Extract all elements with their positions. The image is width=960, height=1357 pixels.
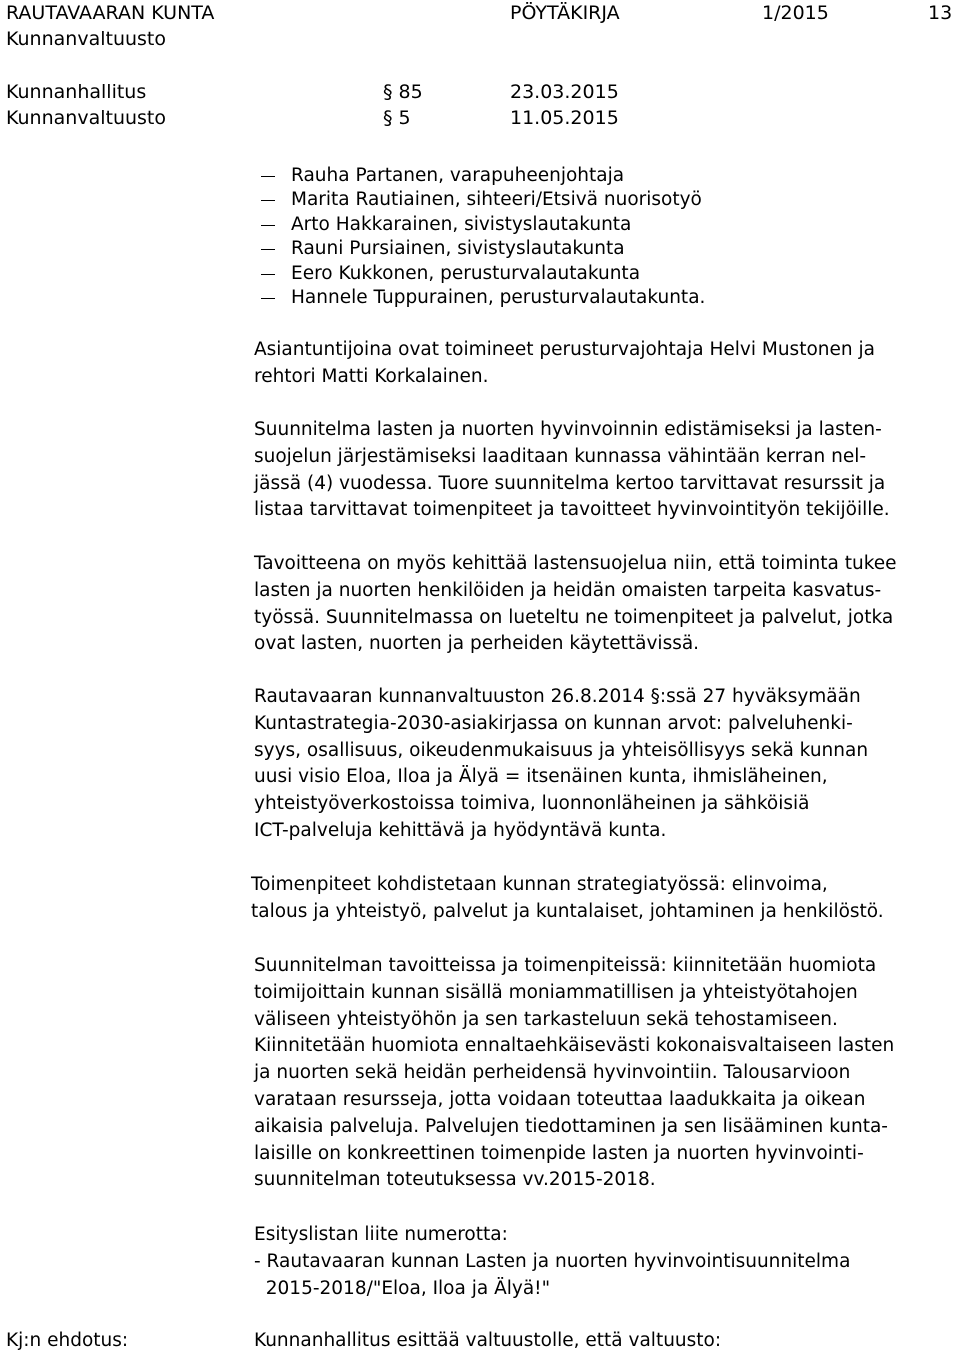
paragraph-attachment <box>254 1222 954 1302</box>
proposal-text: Kunnanhallitus esittää valtuustolle, että valtuusto: <box>254 1330 722 1351</box>
dash-bullet <box>261 225 275 226</box>
list-item <box>257 262 705 286</box>
text-line: suunnitelman toteutuksessa vv.2015-2018. <box>254 1169 656 1191</box>
body-name: Kunnanvaltuusto <box>6 28 166 50</box>
member-text: Hannele Tuppurainen, perusturvalautakunta. <box>291 286 706 308</box>
doc-number: 1/2015 <box>762 2 829 24</box>
dash-bullet <box>261 298 275 299</box>
text-line: Suunnitelman tavoitteissa ja toimenpiteissä: kiinnitetään huomiota <box>254 955 877 976</box>
text-line: ovat lasten, nuorten ja perheiden käytettävissä. <box>254 633 700 655</box>
section-date: 23.03.2015 <box>510 81 619 103</box>
list-item <box>257 188 705 212</box>
text-line: Esityslistan liite numerotta: <box>254 1224 508 1245</box>
list-item <box>257 286 705 310</box>
text-line: Toimenpiteet kohdistetaan kunnan strategiatyössä: elinvoima, <box>251 874 828 895</box>
text-line: väliseen yhteistyöhön ja sen tarkasteluun sekä tehostamiseen. <box>254 1008 838 1030</box>
text-line: jässä (4) vuodessa. Tuore suunnitelma kertoo tarvittavat resurssit ja <box>254 472 886 494</box>
text-line: Rautavaaran kunnanvaltuuston 26.8.2014 §:ssä 27 hyväksymään <box>254 686 861 707</box>
dash-bullet <box>261 274 275 275</box>
text-line: - Rautavaaran kunnan Lasten ja nuorten hyvinvointisuunnitelma <box>254 1250 851 1272</box>
text-line: laisille on konkreettinen toimenpide lasten ja nuorten hyvinvointi- <box>254 1142 864 1164</box>
text-line: rehtori Matti Korkalainen. <box>254 365 489 387</box>
section-number: § 5 <box>383 107 411 129</box>
paragraph-goals <box>254 551 954 658</box>
paragraph-measures <box>251 872 951 926</box>
text-line: 2015-2018/"Eloa, Iloa ja Älyä!" <box>254 1277 551 1299</box>
dash-bullet <box>261 176 275 177</box>
member-list <box>257 164 705 310</box>
text-line: Kuntastrategia-2030-asiakirjassa on kunnan arvot: palveluhenki- <box>254 712 853 734</box>
text-line: yhteistyöverkostoissa toimiva, luonnonläheinen ja sähköisiä <box>254 793 810 815</box>
text-line: ja nuorten sekä heidän perheidensä hyvinvointiin. Talousarvioon <box>254 1062 851 1084</box>
paragraph-objectives <box>254 953 954 1194</box>
paragraph-experts <box>254 337 954 391</box>
section-organ: Kunnanvaltuusto <box>6 107 166 129</box>
list-item <box>257 213 705 237</box>
text-line: Tavoitteena on myös kehittää lastensuojelua niin, että toiminta tukee <box>254 553 897 574</box>
text-line: Asiantuntijoina ovat toimineet perusturvajohtaja Helvi Mustonen ja <box>254 339 875 360</box>
text-line: työssä. Suunnitelmassa on lueteltu ne toimenpiteet ja palvelut, jotka <box>254 606 894 628</box>
text-line: toimijoittain kunnan sisällä moniammatillisen ja yhteistyötahojen <box>254 981 858 1003</box>
section-number: § 85 <box>383 81 423 103</box>
text-line: talous ja yhteistyö, palvelut ja kuntalaiset, johtaminen ja henkilöstö. <box>251 900 884 922</box>
paragraph-plan <box>254 417 954 524</box>
member-text: Rauni Pursiainen, sivistyslautakunta <box>291 238 625 260</box>
text-line: listaa tarvittavat toimenpiteet ja tavoitteet hyvinvointityön tekijöille. <box>254 499 890 521</box>
text-line: Suunnitelma lasten ja nuorten hyvinvoinnin edistämiseksi ja lasten- <box>254 419 882 440</box>
section-date: 11.05.2015 <box>510 107 619 129</box>
text-line: ICT-palveluja kehittävä ja hyödyntävä kunta. <box>254 819 667 841</box>
text-line: suojelun järjestämiseksi laaditaan kunnassa vähintään kerran nel- <box>254 445 867 467</box>
dash-bullet <box>261 249 275 250</box>
doc-type: PÖYTÄKIRJA <box>510 2 620 24</box>
text-line: syys, osallisuus, oikeudenmukaisuus ja yhteisöllisyys sekä kunnan <box>254 739 869 761</box>
member-text: Marita Rautiainen, sihteeri/Etsivä nuorisotyö <box>291 189 702 211</box>
text-line: lasten ja nuorten henkilöiden ja heidän omaisten tarpeita kasvatus- <box>254 579 882 601</box>
member-text: Rauha Partanen, varapuheenjohtaja <box>291 165 625 186</box>
text-line: varataan resursseja, jotta voidaan toteuttaa laadukkaita ja oikean <box>254 1088 866 1110</box>
list-item <box>257 164 705 188</box>
text-line: aikaisia palveluja. Palvelujen tiedottaminen ja sen lisääminen kunta- <box>254 1115 888 1137</box>
paragraph-strategy <box>254 684 954 845</box>
org-name: RAUTAVAARAN KUNTA <box>6 2 215 24</box>
member-text: Eero Kukkonen, perusturvalautakunta <box>291 262 641 284</box>
section-organ: Kunnanhallitus <box>6 81 147 103</box>
member-text: Arto Hakkarainen, sivistyslautakunta <box>291 213 632 235</box>
page-number: 13 <box>928 2 953 24</box>
text-line: Kiinnitetään huomiota ennaltaehkäisevästi kokonaisvaltaiseen lasten <box>254 1035 895 1057</box>
dash-bullet <box>261 200 275 201</box>
list-item <box>257 237 705 261</box>
text-line: uusi visio Eloa, Iloa ja Älyä = itsenäinen kunta, ihmisläheinen, <box>254 766 828 788</box>
proposal-label: Kj:n ehdotus: <box>6 1330 129 1351</box>
